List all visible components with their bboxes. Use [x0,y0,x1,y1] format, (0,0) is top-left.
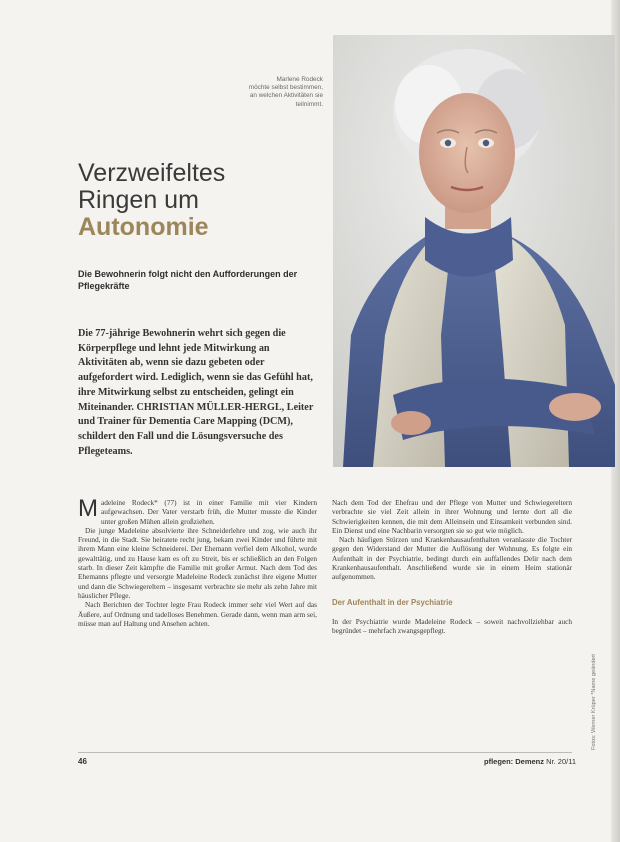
magazine-name: pflegen: Demenz [484,757,545,766]
body-paragraph: Nach häufigen Stürzen und Krankenhausaufenthalten veranlasste die Tochter gegen den Widerstand der Mutter die Auflösung der Wohnung. Es folgte ein Aufenthalt in der Psychiatrie, bedingt durch ein auffallendes Delir nach dem Krankenhausaufenthalt. Anschließend wurde sie in einem Heim stationär aufgenommen. [332,535,572,582]
title-line-3: Autonomie [78,213,209,241]
body-paragraph: Die junge Madeleine absolvierte ihre Schneiderlehre und zog, wie auch ihr Freund, in die Stadt. Sie heiratete recht jung, bekam zwei Kinder und führte mit ihrem Mann eine kleine Schneiderei. Der Ehemann verfiel dem Alkohol, wurde gewalttätig, und zu Hause kam es oft zu Streit, bis er schließlich an den Folgen starb. In dieser Zeit kämpfte die Familie mit großer Armut. Nach dem Tod des Ehemanns pflegte und versorgte Madeleine Rodeck zunächst ihre eigene Mutter und dann die Schwiegereltern – insgesamt verbrachte sie mehr als zehn Jahre mit häuslicher Pflege. [78,525,317,600]
photo-caption [210,76,323,109]
page-number: 46 [78,757,87,766]
body-column-right [332,498,572,636]
article-subtitle: Die Bewohnerin folgt nicht den Aufforderungen der Pflegekräfte [78,269,298,291]
body-paragraph [78,495,317,526]
paragraph-text: adeleine Rodeck* (77) ist in einer Familie mit vier Kindern aufgewachsen. Der Vater verstarb früh, die Mutter musste die Kinder unter großen Mühen allein großziehen. [101,498,317,526]
caption-line: Marlene Rodeck [276,76,323,83]
portrait-photo [333,35,615,467]
article-intro: Die 77-jährige Bewohnerin wehrt sich gegen die Körperpflege und lehnt jede Mitwirkung an Aktivitäten ab, wenn sie dazu gebeten oder aufgefordert wird. Lediglich, wenn sie das Gefühl hat, ihre Mitwirkung selbst zu entscheiden, gelingt ein Miteinander. CHRISTIAN MÜLLER-HERGL, Leiter und Trainer für Dementia Care Mapping (DCM), schildert den Fall und die Lösungsversuche des Pflegeteams. [78,328,314,457]
caption-line: teilnimmt. [295,100,323,108]
photo-credit [583,520,597,750]
caption-line: möchte selbst bestimmen, [248,84,323,92]
footer-rule [78,752,572,753]
drop-cap: M [78,495,98,522]
body-column-left [78,495,317,628]
title-line-2: Ringen um [78,186,199,214]
title-line-1: Verzweifeltes [78,159,226,187]
body-paragraph: Nach dem Tod der Ehefrau und der Pflege von Mutter und Schwiegereltern verbrachte sie viel Zeit allein in ihrer Wohnung und lernte dort all die Schwierigkeiten kennen, die mit dem Alleinsein und Einsamkeit verbunden sind. Ein Dienst und eine Nachbarin versorgten sie so gut wie möglich. [332,498,572,535]
body-paragraph: In der Psychiatrie wurde Madeleine Rodeck – soweit nachvollziehbar auch begründet – mehrfach zwangsgepflegt. [332,616,572,636]
body-paragraph: Nach Berichten der Tochter legte Frau Rodeck immer sehr viel Wert auf das Äußere, auf Ordnung und tadelloses Benehmen. Gerade dann, wenn man arm sei, müsse man auf Haltung und Ansehen achten. [78,600,317,628]
section-heading: Der Aufenthalt in der Psychiatrie [332,597,453,607]
issue-number: Nr. 20/11 [546,757,576,766]
article-title [78,160,328,241]
photo-credit-text: Fotos: Werner Krüper *Name geändert [591,654,597,750]
magazine-footer [484,757,576,766]
caption-line: an welchen Aktivitäten sie [249,92,323,100]
